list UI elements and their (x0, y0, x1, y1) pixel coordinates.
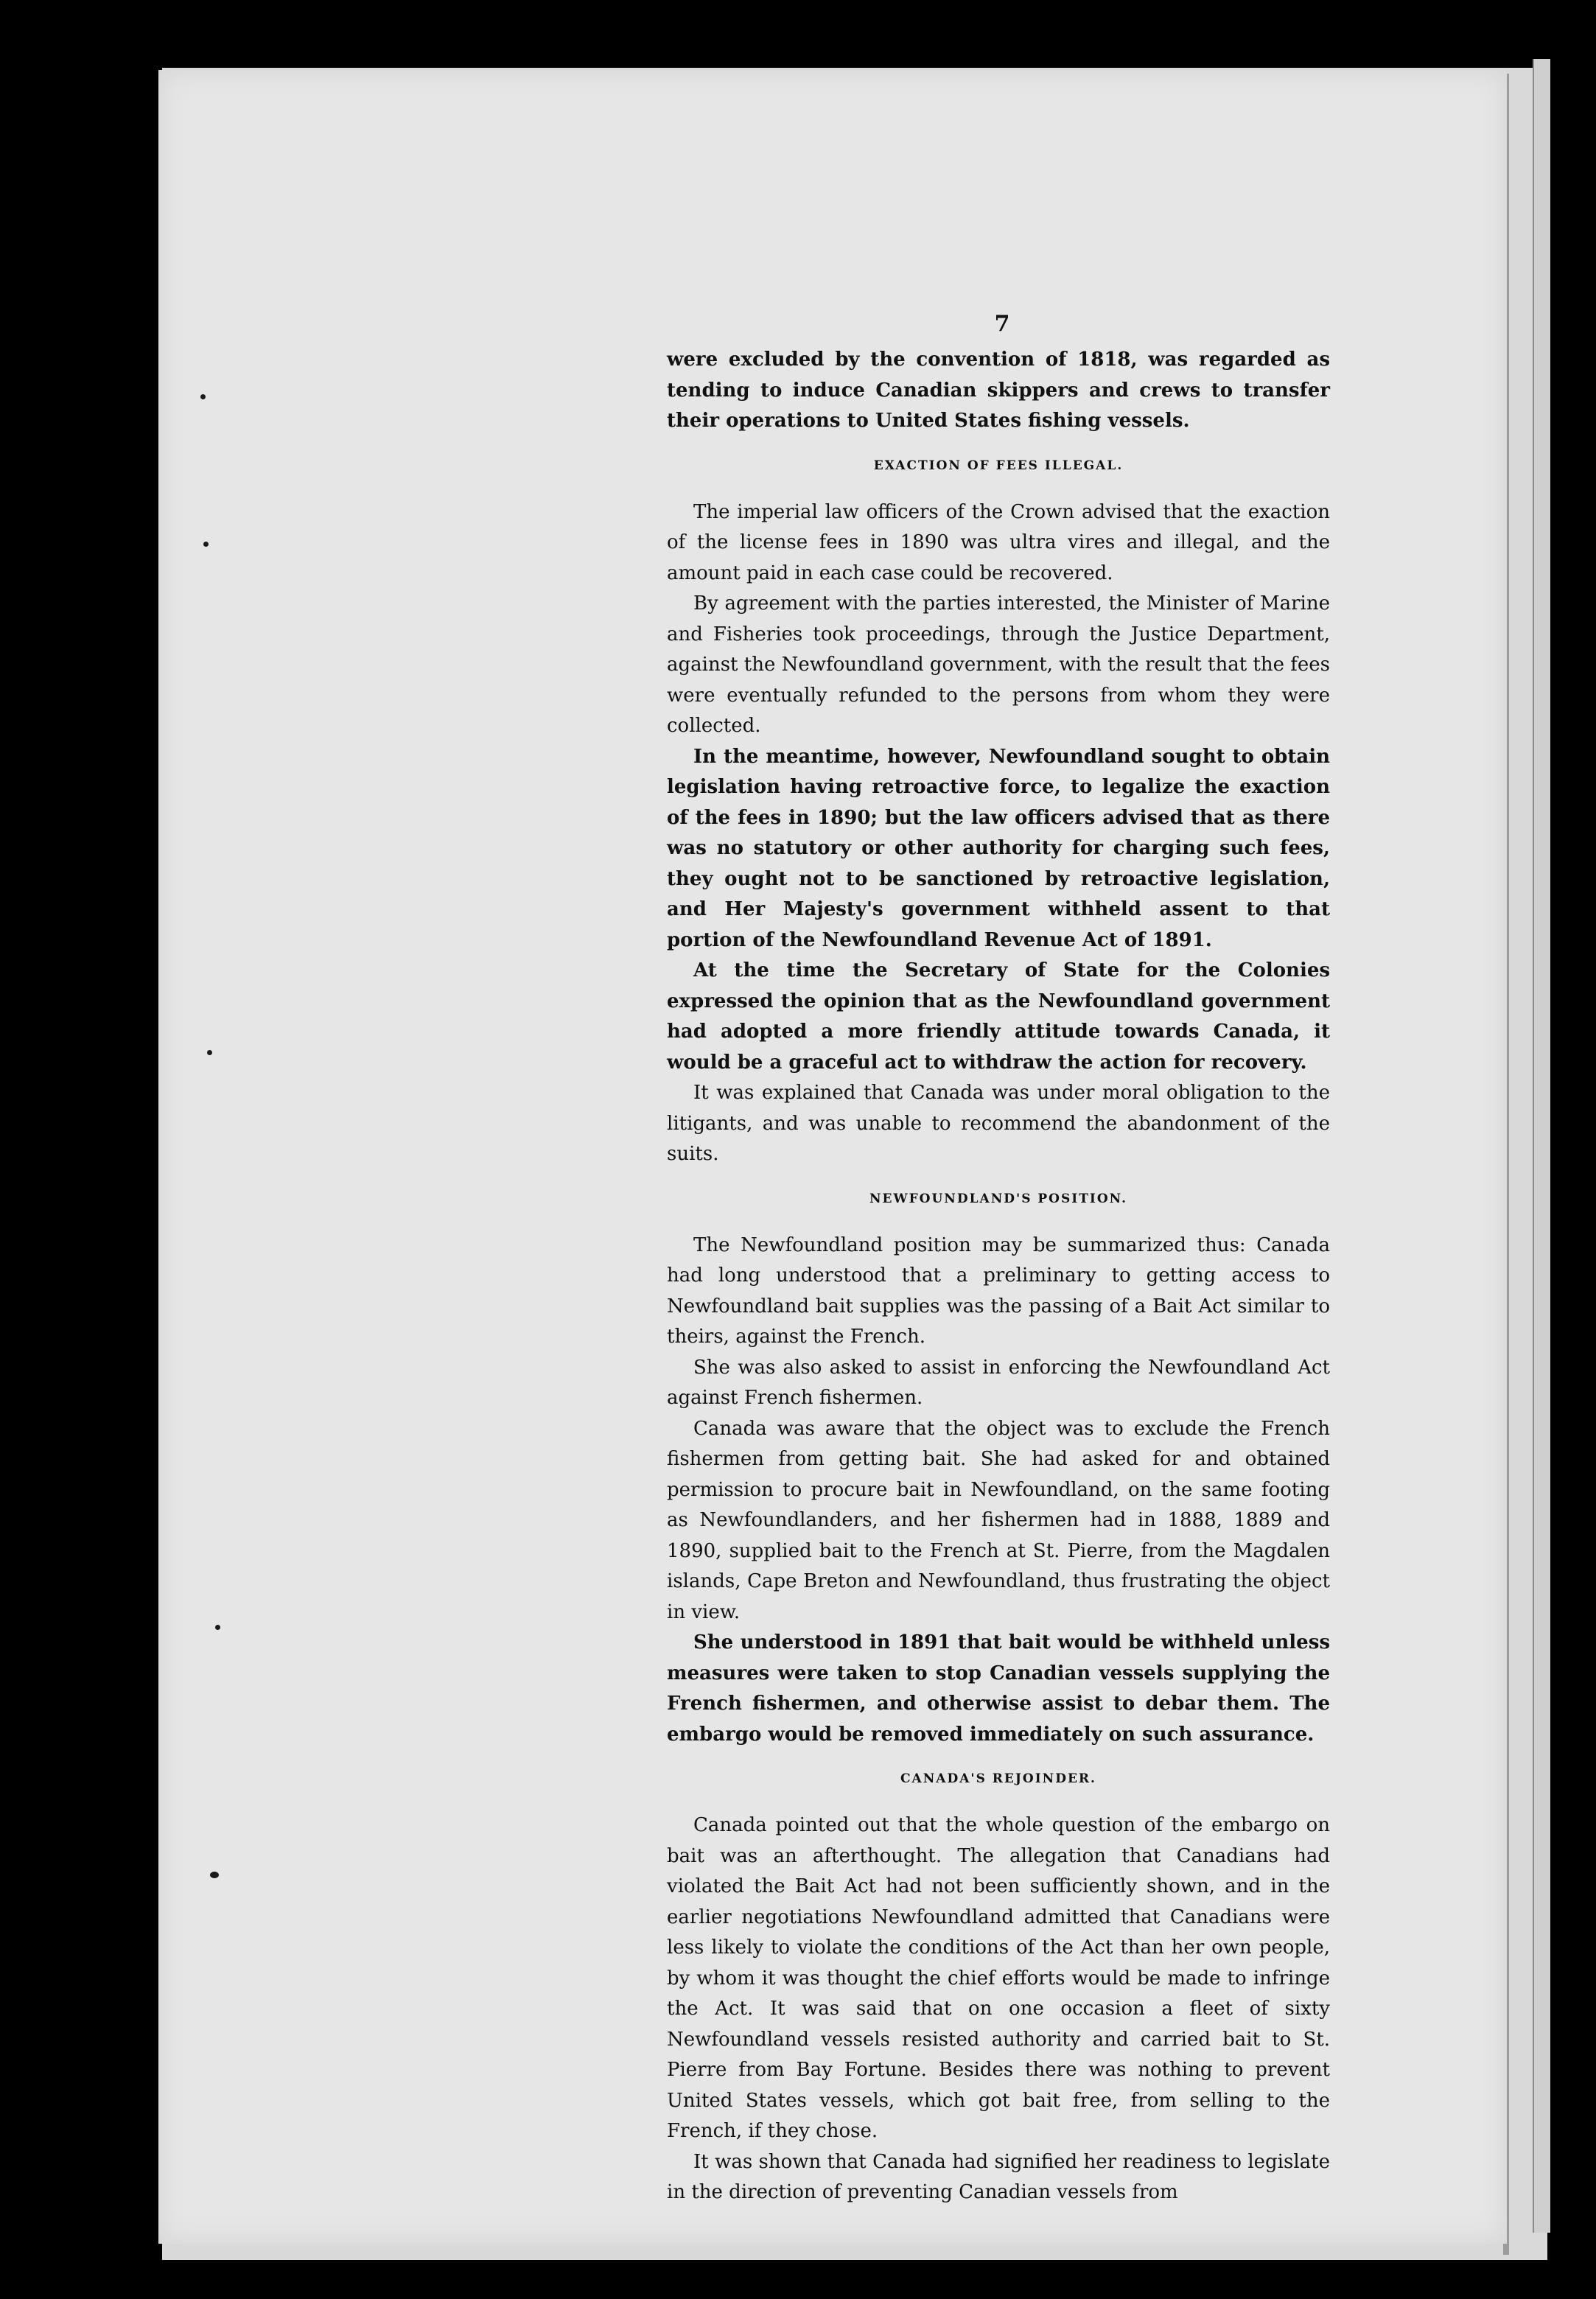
margin-mark (200, 394, 206, 399)
margin-mark (215, 1625, 220, 1630)
paragraph: It was explained that Canada was under moral obligation to the litigants, and was unable to recommend the abandonment of the suits. (667, 1082, 1330, 1165)
section-heading-exaction: EXACTION OF FEES ILLEGAL. (873, 458, 1124, 473)
paragraph: Canada pointed out that the whole question of the embargo on bait was an afterthought. The allegation that Canadians had violated the Bait Act had not been sufficiently shown, and in the earlier negotiations Newfoundland admitted that Canadians were less likely to violate the conditions of the Act than her own people, by whom it was thought the chief efforts would be made to infringe the Act. It was said that on one occasion a fleet of sixty Newfoundland vessels resisted authority and carried bait to St. Pierre from Bay Fortune. Besides there was nothing to prevent United States vessels, which got bait free, from selling to the French, if they chose. (667, 1814, 1330, 2142)
paragraph: At the time the Secretary of State for the Colonies expressed the opinion that as the Newfoundland government had adopted a more friendly attitude towards Canada, it would be a graceful act to withdraw the action for recovery. (667, 959, 1330, 1074)
paragraph: In the meantime, however, Newfoundland sought to obtain legislation having retroactive force, to legalize the exaction of the fees in 1890; but the law officers advised that as there was no statutory or other authority for charging such fees, they ought not to be sanctioned by retroactive legislation, and Her Majesty's government withheld assent to that portion of the Newfoundland Revenue Act of 1891. (667, 745, 1330, 951)
section-heading-newfoundland-position: NEWFOUNDLAND'S POSITION. (869, 1191, 1127, 1206)
section-heading-canada-rejoinder: CANADA'S REJOINDER. (900, 1771, 1096, 1786)
margin-mark (210, 1872, 219, 1878)
margin-mark (203, 542, 209, 547)
text-column (667, 309, 1330, 2208)
underlying-sheet-edge (1533, 59, 1550, 2233)
paragraph: She understood in 1891 that bait would be withheld unless measures were taken to stop Canadian vessels supplying the French fishermen, and otherwise assist to debar them. The embargo would be removed immediately on such assurance. (667, 1631, 1330, 1746)
page-number: 7 (994, 311, 1010, 337)
paragraph: By agreement with the parties interested, the Minister of Marine and Fisheries took proceedings, through the Justice Department, against the Newfoundland government, with the result that the fees were eventually refunded to the persons from whom they were collected. (667, 592, 1330, 737)
margin-mark (207, 1050, 212, 1055)
paragraph: She was also asked to assist in enforcing the Newfoundland Act against French fishermen. (667, 1356, 1330, 1409)
paragraph: Canada was aware that the object was to exclude the French fishermen from getting bait. She had asked for and obtained permission to procure bait in Newfoundland, on the same footing as Newfoundlanders, and her fishermen had in 1888, 1889 and 1890, supplied bait to the French at St. Pierre, from the Magdalen islands, Cape Breton and Newfoundland, thus frustrating the object in view. (667, 1417, 1330, 1623)
paragraph: The Newfoundland position may be summarized thus: Canada had long understood that a preliminary to getting access to Newfoundland bait supplies was the passing of a Bait Act similar to theirs, against the French. (667, 1234, 1330, 1348)
paragraph: It was shown that Canada had signified her readiness to legislate in the direction of preventing Canadian vessels from (667, 2150, 1330, 2203)
paragraph: The imperial law officers of the Crown advised that the exaction of the license fees in 1890 was ultra vires and illegal, and the amount paid in each case could be recovered. (667, 500, 1330, 584)
opening-paragraph: were excluded by the convention of 1818, was regarded as tending to induce Canadian skippers and crews to transfer their operations to United States fishing vessels. (667, 349, 1330, 432)
